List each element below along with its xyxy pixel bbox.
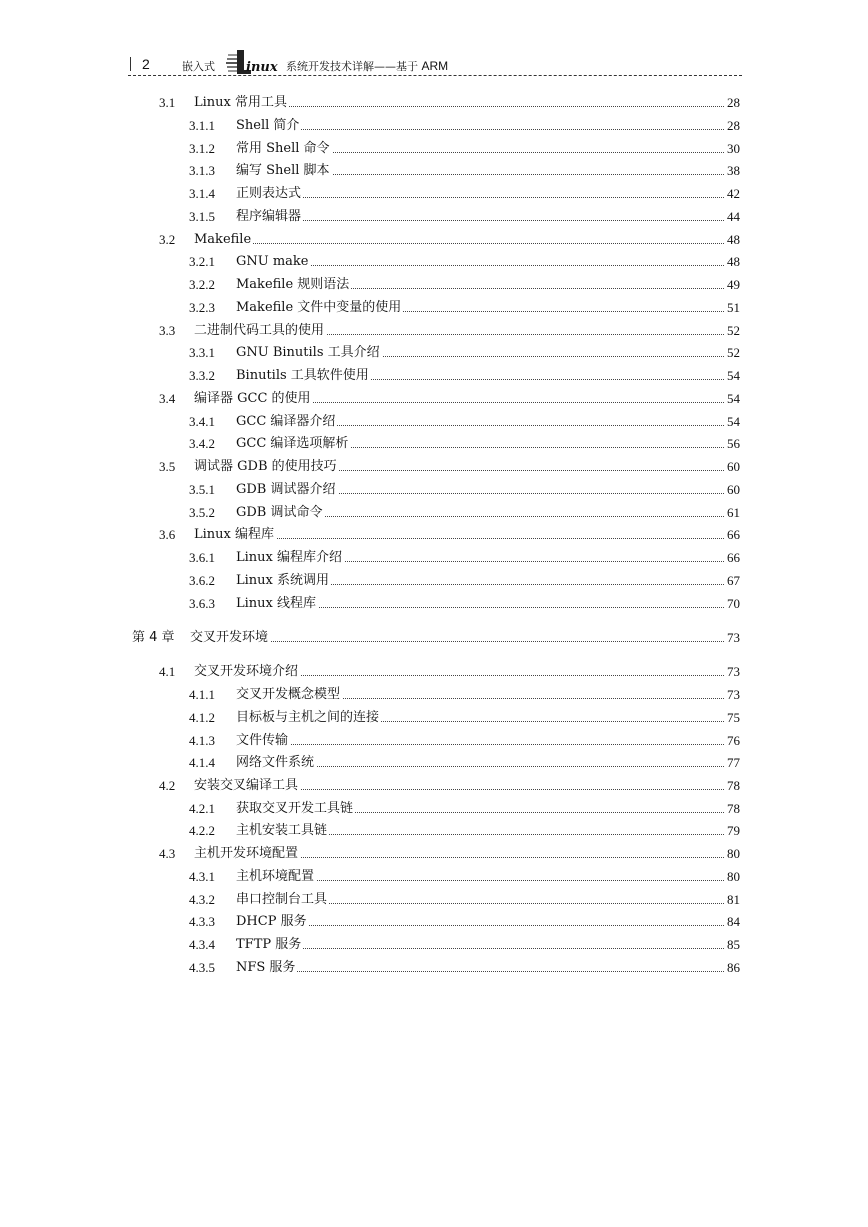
toc-entry-number: 4.2.1 [189,801,215,816]
toc-entry [0,685,868,705]
toc-entry-number: 3.2.3 [189,300,215,315]
toc-entry [0,753,868,773]
toc-entry-page: 78 [725,776,740,796]
toc-entry [0,161,868,181]
toc-entry [0,434,868,454]
toc-entry [0,457,868,477]
toc-entry-title: GDB 调试命令 [236,503,325,523]
toc-leader-dots [236,129,738,130]
header-page-number: 2 [142,56,150,72]
toc-entry-number: 3.3 [159,323,176,338]
toc-entry-title: 主机开发环境配置 [194,844,300,864]
toc-entry [0,298,868,318]
toc-entry [0,389,868,409]
toc-entry-page: 28 [725,93,740,113]
toc-entry-number: 3.6.2 [189,573,215,588]
toc-leader-dots [236,971,738,972]
toc-entry-title: GDB 调试器介绍 [236,480,338,500]
toc-entry-number: 4.1 [159,664,176,679]
toc-entry [0,207,868,227]
toc-entry [0,252,868,272]
toc-entry-page: 51 [725,298,740,318]
toc-entry [0,548,868,568]
toc-entry-page: 78 [725,799,740,819]
toc-entry-number: 第 4 章 [132,630,175,645]
toc-entry-number: 3.6.1 [189,550,215,565]
toc-entry-number: 4.3.4 [189,937,215,952]
toc-leader-dots [236,265,738,266]
toc-leader-dots [236,925,738,926]
toc-entry-number: 3.5 [159,459,176,474]
toc-entry-page: 80 [725,844,740,864]
toc-entry [0,708,868,728]
toc-entry [0,935,868,955]
toc-entry-number: 3.4.2 [189,436,215,451]
toc-entry-number: 4.1.3 [189,733,215,748]
toc-entry [0,412,868,432]
toc-leader-dots [236,220,738,221]
header-dashed-rule [128,75,742,76]
toc-entry-page: 85 [725,935,740,955]
toc-entry [0,275,868,295]
toc-entry-page: 67 [725,571,740,591]
toc-entry-title: GNU Binutils 工具介绍 [236,343,382,363]
toc-entry-number: 4.3.2 [189,892,215,907]
toc-entry-number: 3.1 [159,95,176,110]
toc-entry [0,890,868,910]
toc-leader-dots [194,243,738,244]
toc-entry [0,230,868,250]
linux-logo [226,48,284,76]
toc-leader-dots [236,948,738,949]
toc-entry-title: 文件传输 [236,731,290,751]
header-bar [130,57,131,71]
toc-leader-dots [236,744,738,745]
toc-entry [0,571,868,591]
toc-entry [0,912,868,932]
toc-entry-title: 获取交叉开发工具链 [236,799,355,819]
toc-entry-number: 3.6 [159,527,176,542]
toc-entry-number: 3.1.3 [189,163,215,178]
toc-entry-page: 80 [725,867,740,887]
toc-entry-number: 4.1.4 [189,755,215,770]
toc-entry [0,139,868,159]
header-title-suffix [286,58,448,74]
toc-entry [0,343,868,363]
toc-entry-page: 52 [725,321,740,341]
toc-entry-page: 48 [725,230,740,250]
toc-entry-title: 主机安装工具链 [236,821,329,841]
header-title-arm: ARM [421,59,449,73]
toc-entry-title: 正则表达式 [236,184,303,204]
toc-entry [0,366,868,386]
toc-entry-title: 交叉开发环境 [190,628,270,648]
toc-entry-page: 79 [725,821,740,841]
toc-entry-page: 54 [725,366,740,386]
header-title-suffix-text: 系统开发技术详解——基于 [286,60,418,73]
toc-entry-page: 44 [725,207,740,227]
toc-entry-number: 3.1.2 [189,141,215,156]
toc-entry-page: 77 [725,753,740,773]
toc-entry-title: 交叉开发概念模型 [236,685,342,705]
toc-entry [0,958,868,978]
toc-entry-title: 调试器 GDB 的使用技巧 [194,457,339,477]
toc-entry-page: 38 [725,161,740,181]
toc-entry-page: 28 [725,116,740,136]
toc-entry-number: 4.1.2 [189,710,215,725]
toc-entry-number: 3.5.1 [189,482,215,497]
toc-entry-title: Linux 线程库 [236,594,318,614]
toc-entry [0,525,868,545]
running-header [128,54,742,76]
toc-entry-page: 75 [725,708,740,728]
toc-entry-page: 73 [725,662,740,682]
toc-entry [0,116,868,136]
toc-entry-page: 66 [725,525,740,545]
toc-entry [0,799,868,819]
toc-entry [0,184,868,204]
toc-entry-page: 56 [725,434,740,454]
toc-entry-title: Linux 系统调用 [236,571,331,591]
toc-entry-page: 66 [725,548,740,568]
toc-entry-page: 60 [725,457,740,477]
toc-entry-title: Binutils 工具软件使用 [236,366,371,386]
toc-entry-title: NFS 服务 [236,958,297,978]
toc-entry-title: GCC 编译选项解析 [236,434,350,454]
toc-entry-title: 交叉开发环境介绍 [194,662,300,682]
toc-entry-number: 3.4 [159,391,176,406]
toc-entry-number: 4.1.1 [189,687,215,702]
toc-entry-number: 4.3 [159,846,176,861]
toc-entry-title: Linux 编程库介绍 [236,548,344,568]
toc-entry [0,594,868,614]
toc-entry [0,503,868,523]
toc-entry-number: 3.2 [159,232,176,247]
toc-entry-number: 4.3.3 [189,914,215,929]
toc-entry-number: 3.3.2 [189,368,215,383]
toc-entry-title: Linux 编程库 [194,525,276,545]
toc-entry-title: 目标板与主机之间的连接 [236,708,381,728]
toc-entry-title: Makefile [194,230,253,250]
toc-entry-page: 54 [725,412,740,432]
toc-entry-title: Makefile 规则语法 [236,275,351,295]
toc-entry [0,776,868,796]
toc-entry-number: 3.6.3 [189,596,215,611]
toc-entry [0,93,868,113]
toc-entry-page: 86 [725,958,740,978]
toc-entry-page: 73 [725,685,740,705]
toc-entry-title: GNU make [236,252,311,272]
toc-entry-page: 61 [725,503,740,523]
toc-entry [0,662,868,682]
toc-entry-page: 42 [725,184,740,204]
toc-entry-number: 3.2.2 [189,277,215,292]
toc-entry-title: Linux 常用工具 [194,93,289,113]
toc-entry-title: 编译器 GCC 的使用 [194,389,313,409]
toc-entry-title: 网络文件系统 [236,753,316,773]
toc-entry-page: 52 [725,343,740,363]
toc-entry-title: GCC 编译器介绍 [236,412,337,432]
toc-entry-title: Shell 简介 [236,116,301,136]
toc-entry-title: 二进制代码工具的使用 [194,321,326,341]
toc-entry-number: 4.3.1 [189,869,215,884]
toc-entry-number: 3.2.1 [189,254,215,269]
toc-entry-page: 60 [725,480,740,500]
toc-entry [0,844,868,864]
toc-entry-number: 4.2.2 [189,823,215,838]
toc-entry-page: 30 [725,139,740,159]
toc-leader-dots [190,641,738,642]
toc-entry-number: 4.2 [159,778,176,793]
toc-entry-title: TFTP 服务 [236,935,303,955]
toc-chapter-entry [0,628,868,648]
toc-entry [0,731,868,751]
toc-entry-title: 常用 Shell 命令 [236,139,332,159]
toc-entry-number: 3.1.5 [189,209,215,224]
toc-entry-title: 安装交叉编译工具 [194,776,300,796]
toc-entry [0,321,868,341]
toc-leader-dots [236,197,738,198]
toc-entry-page: 84 [725,912,740,932]
toc-entry-number: 3.1.4 [189,186,215,201]
toc-entry-page: 49 [725,275,740,295]
toc-entry-title: 主机环境配置 [236,867,316,887]
toc-entry-number: 3.4.1 [189,414,215,429]
toc-entry-title: 串口控制台工具 [236,890,329,910]
toc-entry-page: 54 [725,389,740,409]
toc-entry-page: 73 [725,628,740,648]
header-title-prefix: 嵌入式 [182,60,215,73]
toc-entry [0,480,868,500]
toc-entry-page: 76 [725,731,740,751]
toc-entry-page: 81 [725,890,740,910]
toc-entry-number: 3.5.2 [189,505,215,520]
toc-entry-title: DHCP 服务 [236,912,309,932]
toc-entry-number: 3.1.1 [189,118,215,133]
toc-entry-title: 编写 Shell 脚本 [236,161,332,181]
toc-entry-title: Makefile 文件中变量的使用 [236,298,403,318]
toc-entry-title: 程序编辑器 [236,207,303,227]
toc-entry-page: 48 [725,252,740,272]
toc-entry-page: 70 [725,594,740,614]
toc-entry-number: 3.3.1 [189,345,215,360]
toc-entry [0,821,868,841]
toc-entry [0,867,868,887]
logo-text: inux [246,60,278,75]
toc-entry-number: 4.3.5 [189,960,215,975]
